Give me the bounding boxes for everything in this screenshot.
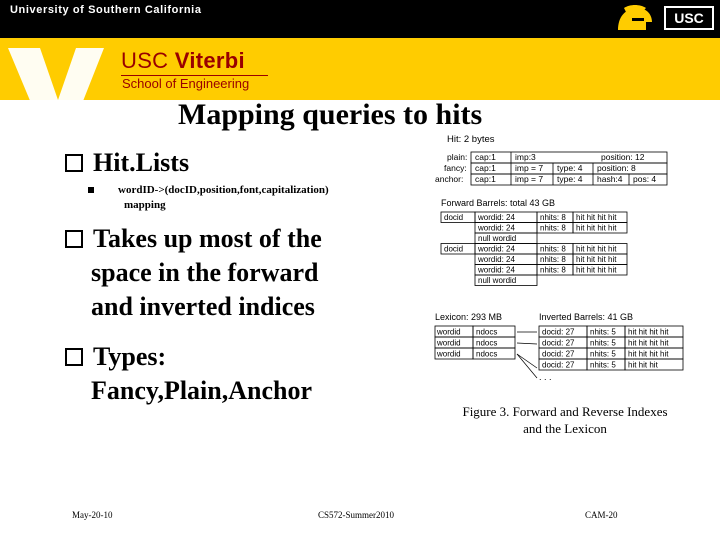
footer-course: CS572-Summer2010 — [318, 510, 395, 520]
forward-cell: hit hit hit hit — [576, 265, 617, 275]
fancy-label: fancy: — [444, 163, 467, 173]
fancy-cell: position: 8 — [597, 163, 636, 173]
bullet-box-icon — [65, 348, 83, 366]
ellipsis: . . . — [539, 372, 552, 382]
sub-bullet-mapping — [88, 183, 329, 213]
forward-cell: nhits: 8 — [540, 255, 566, 264]
forward-cell: wordid: 24 — [478, 255, 515, 264]
forward-cell: nhits: 8 — [540, 244, 566, 254]
inverted-cell: hit hit hit hit — [628, 338, 669, 348]
inverted-cell: nhits: 5 — [590, 349, 616, 359]
forward-cell: wordid: 24 — [478, 265, 515, 275]
figure-caption — [440, 403, 690, 437]
fancy-cell: cap:1 — [475, 163, 496, 173]
bullet-space-line3: and inverted indices — [91, 292, 315, 321]
inverted-cell: hit hit hit — [628, 360, 658, 370]
logo-usc-text: USC — [121, 48, 169, 73]
forward-cell: hit hit hit hit — [576, 213, 617, 222]
forward-cell: nhits: 8 — [540, 265, 566, 275]
fancy-cell: type: 4 — [557, 163, 583, 173]
footer-page: CAM-20 — [585, 510, 618, 520]
inverted-cell: nhits: 5 — [590, 327, 616, 337]
lexicon-arrows — [517, 332, 537, 378]
plain-label: plain: — [447, 152, 468, 162]
lexicon-table — [435, 326, 515, 359]
caption-line2: and the Lexicon — [523, 421, 607, 436]
viterbi-v-logo-icon — [0, 38, 110, 138]
anchor-cell: hash:4 — [597, 174, 623, 184]
lexicon-cell: wordid — [437, 327, 461, 337]
forward-cell: wordid: 24 — [478, 213, 515, 222]
inverted-title: Inverted Barrels: 41 GB — [539, 312, 634, 322]
slide-title: Mapping queries to hits — [178, 98, 483, 131]
anchor-cell: imp = 7 — [515, 174, 544, 184]
usc-badge: USC — [664, 6, 714, 30]
forward-cell: hit hit hit hit — [576, 255, 617, 264]
forward-cell: nhits: 8 — [540, 213, 566, 222]
bullet-hitlists-text: Hit.Lists — [93, 148, 190, 177]
lexicon-cell: ndocs — [476, 338, 498, 348]
usc-viterbi-logo — [121, 48, 245, 74]
lexicon-cell: wordid — [437, 338, 461, 348]
forward-cell: docid — [444, 244, 464, 254]
top-bar — [0, 0, 720, 38]
bullet-types-line2: Fancy,Plain,Anchor — [91, 376, 313, 405]
inverted-cell: hit hit hit hit — [628, 349, 669, 359]
inverted-cell: docid: 27 — [542, 349, 575, 359]
lexicon-cell: wordid — [437, 349, 461, 359]
index-figure — [413, 128, 713, 448]
footer-date: May-20-10 — [72, 510, 113, 520]
bullet-types — [65, 340, 312, 408]
plain-cell: cap:1 — [475, 152, 496, 162]
fancy-cell: imp = 7 — [515, 163, 544, 173]
bullet-types-line1: Types: — [93, 342, 167, 371]
anchor-cell: type: 4 — [557, 174, 583, 184]
hit-title: Hit: 2 bytes — [447, 134, 495, 145]
sub-bullet-line1: wordID->(docID,position,font,capitalization) — [118, 184, 329, 196]
inverted-barrels-table — [539, 326, 683, 370]
anchor-label: anchor: — [435, 174, 464, 184]
trojan-helmet-icon — [612, 4, 656, 34]
bullet-space — [65, 222, 322, 324]
forward-title: Forward Barrels: total 43 GB — [441, 198, 556, 208]
logo-school-text: School of Engineering — [122, 76, 250, 91]
inverted-cell: docid: 27 — [542, 338, 575, 348]
inverted-cell: docid: 27 — [542, 360, 575, 370]
bullet-space-line2: space in the forward — [91, 258, 319, 287]
bullet-box-icon — [65, 154, 83, 172]
inverted-cell: nhits: 5 — [590, 360, 616, 370]
forward-barrels-table — [441, 212, 627, 286]
plain-cell: imp:3 — [515, 152, 536, 162]
inverted-cell: hit hit hit hit — [628, 327, 669, 337]
bullet-space-line1: Takes up most of the — [93, 224, 322, 253]
forward-cell: docid — [444, 213, 464, 222]
forward-cell: nhits: 8 — [540, 223, 566, 233]
forward-cell: null wordid — [478, 234, 517, 243]
bullet-hitlists — [65, 148, 189, 178]
anchor-cell: cap:1 — [475, 174, 496, 184]
lexicon-cell: ndocs — [476, 327, 498, 337]
forward-cell: wordid: 24 — [478, 244, 515, 254]
logo-viterbi-text: Viterbi — [174, 48, 245, 73]
inverted-cell: nhits: 5 — [590, 338, 616, 348]
forward-cell: hit hit hit hit — [576, 244, 617, 254]
university-name: University of Southern California — [10, 4, 202, 16]
forward-cell: wordid: 24 — [478, 223, 515, 233]
square-bullet-icon — [88, 187, 94, 193]
bullet-box-icon — [65, 230, 83, 248]
anchor-cell: pos: 4 — [633, 174, 657, 184]
forward-cell: null wordid — [478, 276, 517, 285]
lexicon-title: Lexicon: 293 MB — [435, 312, 503, 322]
plain-cell: position: 12 — [601, 152, 645, 162]
inverted-cell: docid: 27 — [542, 327, 575, 337]
caption-line1: Figure 3. Forward and Reverse Indexes — [462, 404, 668, 419]
forward-cell: hit hit hit hit — [576, 223, 617, 233]
lexicon-cell: ndocs — [476, 349, 498, 359]
sub-bullet-line2: mapping — [124, 199, 166, 211]
